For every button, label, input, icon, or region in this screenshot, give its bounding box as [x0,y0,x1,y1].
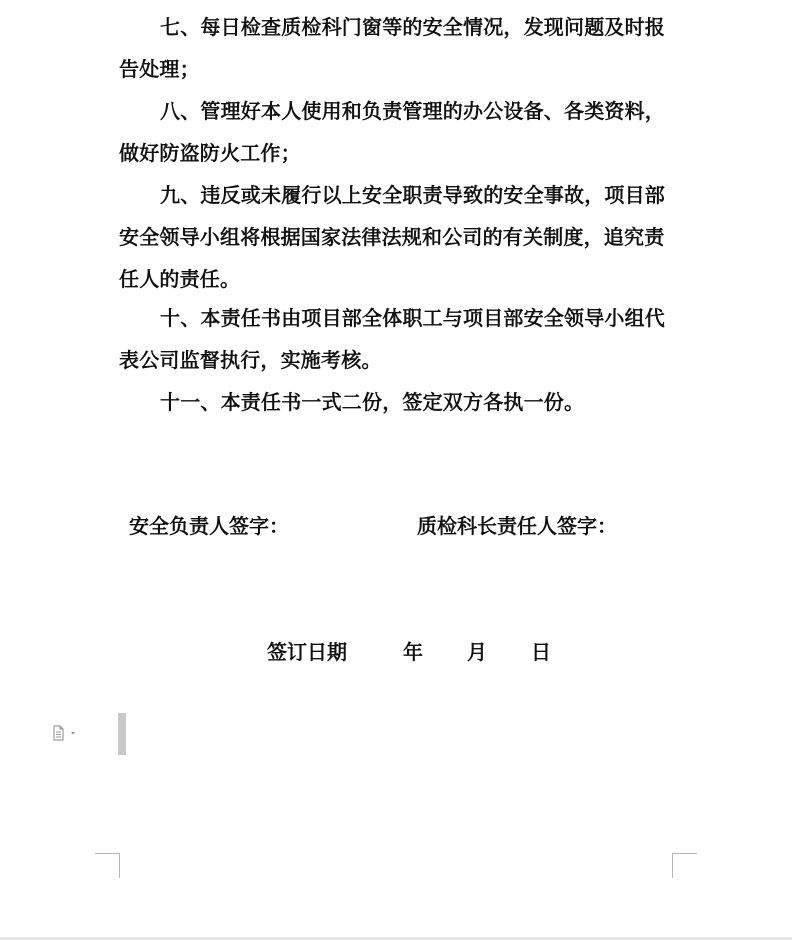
paragraph-7 [119,6,675,90]
paste-options-icon[interactable] [52,725,76,741]
paragraph-text: 九、违反或未履行以上安全职责导致的安全事故，项目部安全领导小组将根据国家法律法规和公司的有关制度，追究责任人的责任。 [119,183,665,291]
text-cursor-indicator [118,713,126,755]
paragraph-text: 十、本责任书由项目部全体职工与项目部安全领导小组代表公司监督执行，实施考核。 [119,306,665,372]
date-day: 日 [531,640,551,664]
date-year: 年 [403,640,423,664]
paragraph-10 [119,297,675,381]
page-corner-mark-left [95,853,120,878]
paragraph-text: 七、每日检查质检科门窗等的安全情况，发现问题及时报告处理； [119,15,665,81]
paragraph-8 [119,90,675,174]
date-month: 月 [467,640,487,664]
signing-date-row [267,632,551,672]
paragraph-9 [119,174,675,300]
safety-signature-label: 安全负责人签字： [129,514,289,538]
qc-chief-signature-label: 质检科长责任人签字： [417,514,617,538]
paragraph-text: 八、管理好本人使用和负责管理的办公设备、各类资料，做好防盗防火工作； [119,99,665,165]
page-corner-mark-right [672,853,697,878]
paragraph-text: 十一、本责任书一式二份，签定双方各执一份。 [160,390,585,414]
date-label: 签订日期 [267,640,347,664]
paragraph-11 [119,381,675,423]
